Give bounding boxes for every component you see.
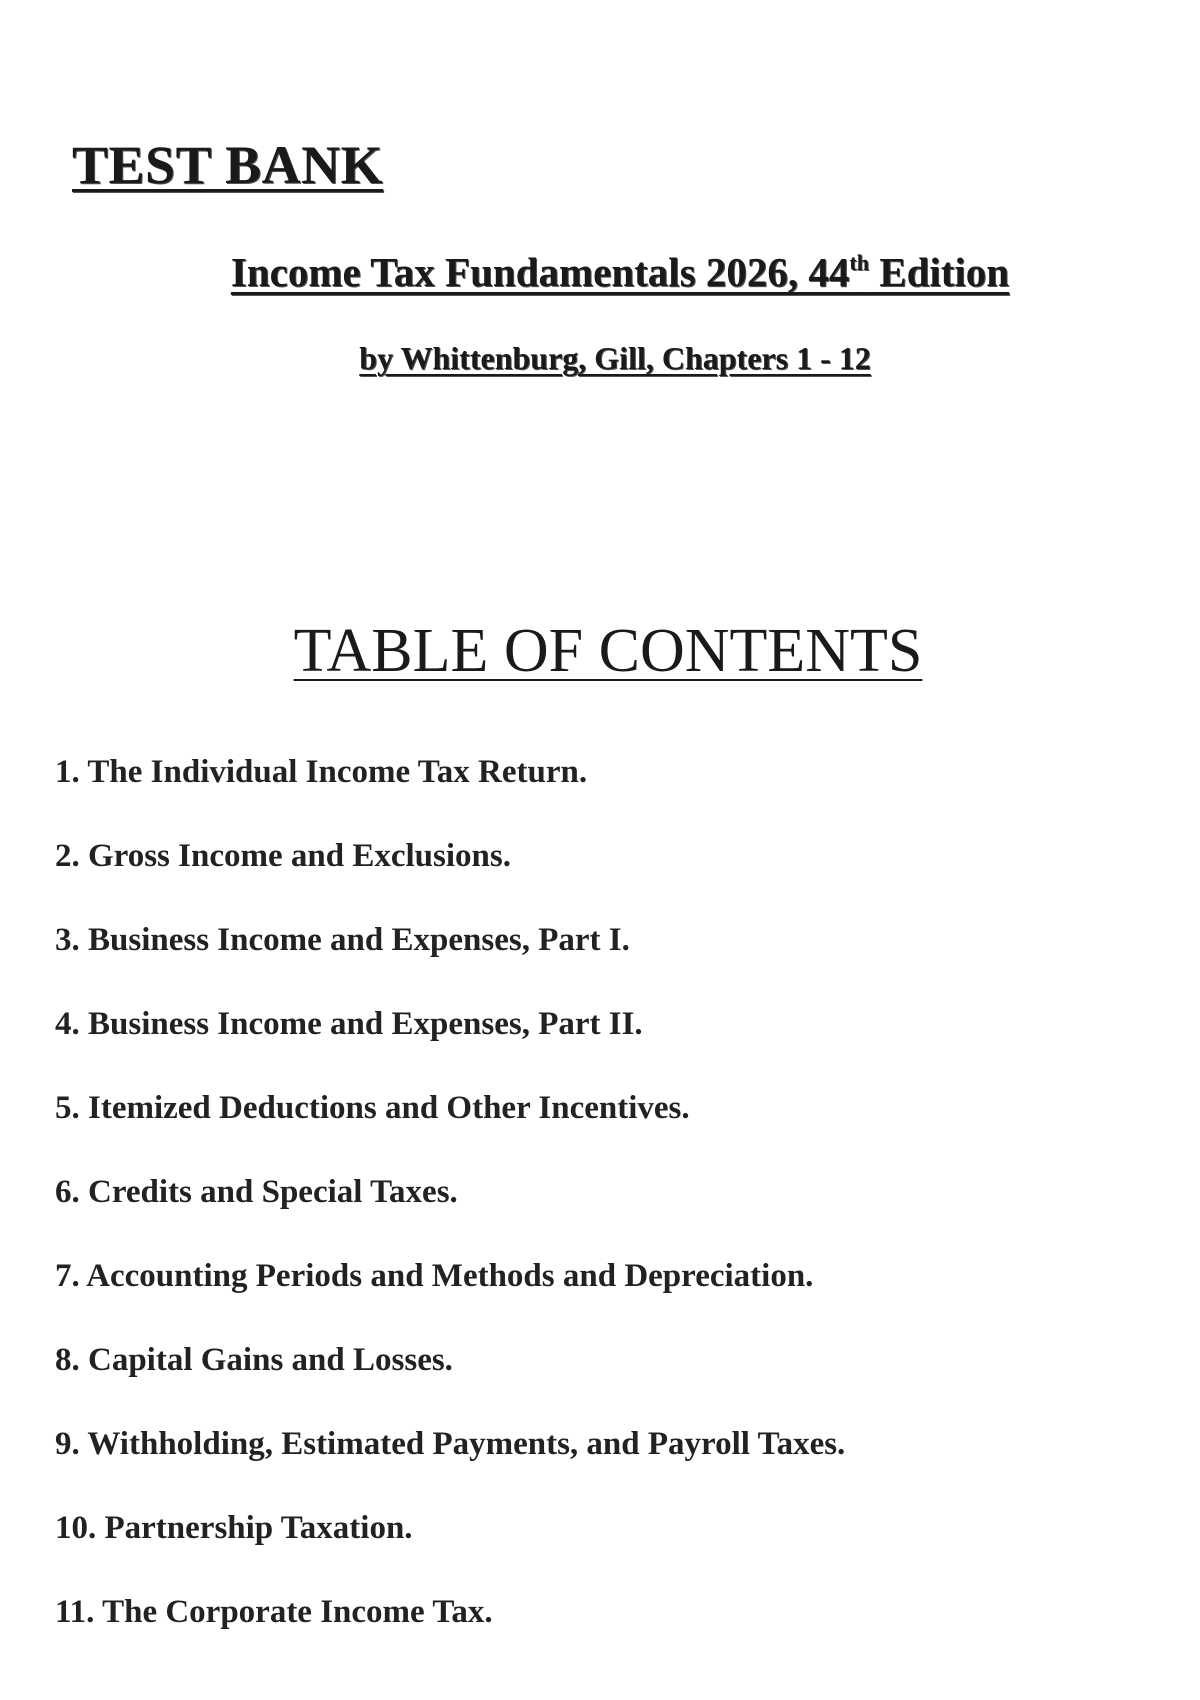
toc-item: 2. Gross Income and Exclusions. (55, 838, 511, 874)
toc-item: 4. Business Income and Expenses, Part II. (55, 1006, 643, 1042)
book-title-superscript: th (849, 250, 869, 275)
toc-list (55, 752, 845, 1676)
toc-item: 11. The Corporate Income Tax. (55, 1594, 493, 1630)
toc-item: 6. Credits and Special Taxes. (55, 1174, 458, 1210)
test-bank-label: TEST BANK (72, 135, 384, 195)
toc-item: 10. Partnership Taxation. (55, 1510, 413, 1546)
toc-item: 1. The Individual Income Tax Return. (55, 754, 588, 790)
toc-heading: TABLE OF CONTENTS (293, 617, 923, 685)
toc-item: 8. Capital Gains and Losses. (55, 1342, 453, 1378)
author-byline: by Whittenburg, Gill, Chapters 1 - 12 (359, 340, 871, 376)
toc-item: 5. Itemized Deductions and Other Incentives. (55, 1090, 690, 1126)
toc-item: 9. Withholding, Estimated Payments, and Payroll Taxes. (55, 1426, 846, 1462)
book-title-end: Edition (868, 249, 1010, 295)
book-title (0, 249, 1200, 295)
toc-item: 7. Accounting Periods and Methods and Depreciation. (55, 1258, 814, 1294)
book-title-main: Income Tax Fundamentals 2026, 44 (230, 249, 850, 295)
toc-item: 3. Business Income and Expenses, Part I. (55, 922, 630, 958)
